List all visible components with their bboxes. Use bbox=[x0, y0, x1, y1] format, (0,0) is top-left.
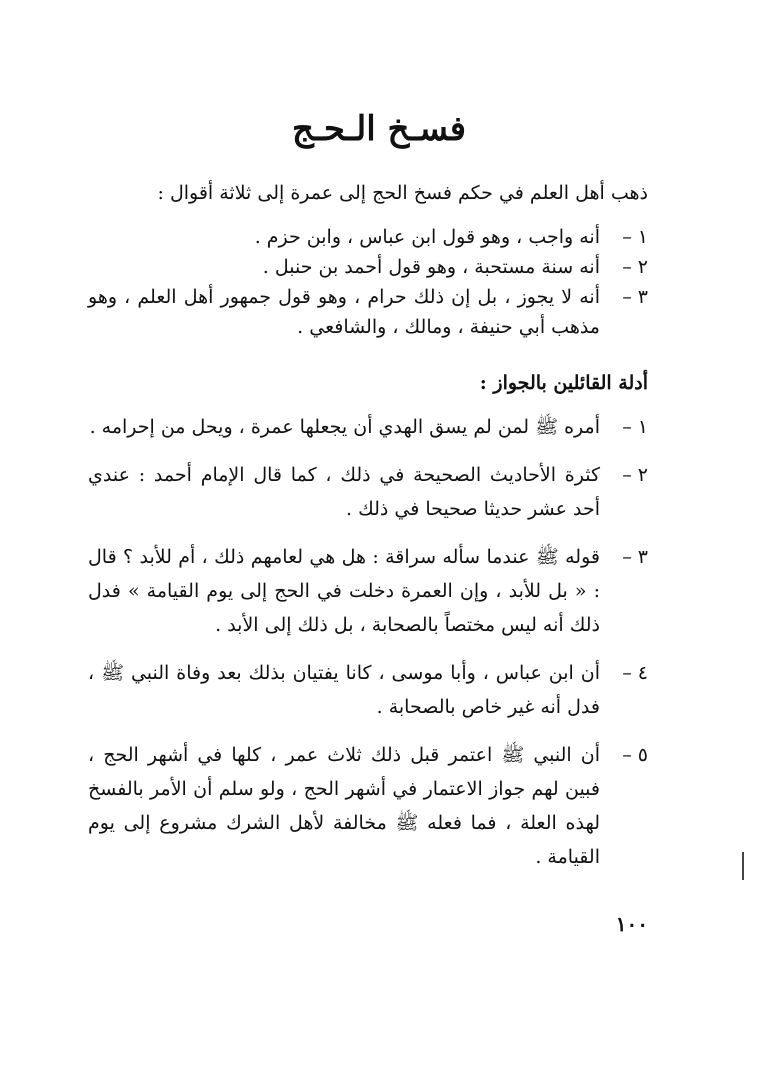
evidence-heading: أدلة القائلين بالجواز : bbox=[479, 372, 648, 394]
intro-paragraph: ذهب أهل العلم في حكم فسخ الحج إلى عمرة إلى ثلاثة أقوال : bbox=[157, 182, 648, 204]
item-text: أنه سنة مستحبة ، وهو قول أحمد بن حنبل . bbox=[262, 256, 600, 278]
item-text: أن النبي ﷺ اعتمر قبل ذلك ثلاث عمر ، كلها في أشهر الحج ، فبين لهم جواز الاعتمار في أشهر الحج ، ولو سلم أن الأمر بالفسخ لهذه العلة ، فما فعله ﷺ مخالفة لأهل الشرك مشروع إلى يوم القيامة . bbox=[88, 744, 600, 868]
list-item bbox=[88, 738, 648, 874]
evidence-list bbox=[88, 410, 648, 888]
list-item bbox=[88, 458, 648, 526]
item-text: أمره ﷺ لمن لم يسق الهدي أن يجعلها عمرة ، ويحل من إحرامه . bbox=[89, 416, 600, 438]
item-number: ٢ – bbox=[622, 256, 648, 278]
item-text: كثرة الأحاديث الصحيحة في ذلك ، كما قال الإمام أحمد : عندي أحد عشر حديثا صحيحا في ذلك . bbox=[88, 464, 600, 520]
item-number: ٤ – bbox=[622, 662, 648, 684]
item-text: أنه واجب ، وهو قول ابن عباس ، وابن حزم . bbox=[254, 226, 600, 248]
item-number: ١ – bbox=[622, 226, 648, 248]
item-text: أنه لا يجوز ، بل إن ذلك حرام ، وهو قول جمهور أهل العلم ، وهو مذهب أبي حنيفة ، ومالك ، والشافعي . bbox=[88, 286, 600, 338]
item-number: ٣ – bbox=[622, 286, 648, 308]
page-title: فسـخ الـحـج bbox=[292, 109, 466, 149]
item-number: ٥ – bbox=[622, 744, 648, 766]
page-number: ١٠٠ bbox=[615, 912, 648, 936]
list-item bbox=[88, 252, 648, 282]
item-number: ١ – bbox=[622, 416, 648, 438]
item-text: قوله ﷺ عندما سأله سراقة : هل هي لعامهم ذلك ، أم للأبد ؟ قال : « بل للأبد ، وإن العمرة دخلت في الحج إلى يوم القيامة » فدل ذلك أنه ليس مختصاً بالصحابة ، بل ذلك إلى الأبد . bbox=[88, 546, 600, 636]
list-item bbox=[88, 282, 648, 342]
list-item bbox=[88, 540, 648, 642]
item-text: أن ابن عباس ، وأبا موسى ، كانا يفتيان بذلك بعد وفاة النبي ﷺ ، فدل أنه غير خاص بالصحابة . bbox=[88, 662, 600, 718]
scan-edge-mark bbox=[742, 852, 744, 880]
list-item bbox=[88, 222, 648, 252]
list-item bbox=[88, 656, 648, 724]
item-number: ٣ – bbox=[622, 546, 648, 568]
opinions-list bbox=[88, 222, 648, 342]
list-item bbox=[88, 410, 648, 444]
item-number: ٢ – bbox=[622, 464, 648, 486]
